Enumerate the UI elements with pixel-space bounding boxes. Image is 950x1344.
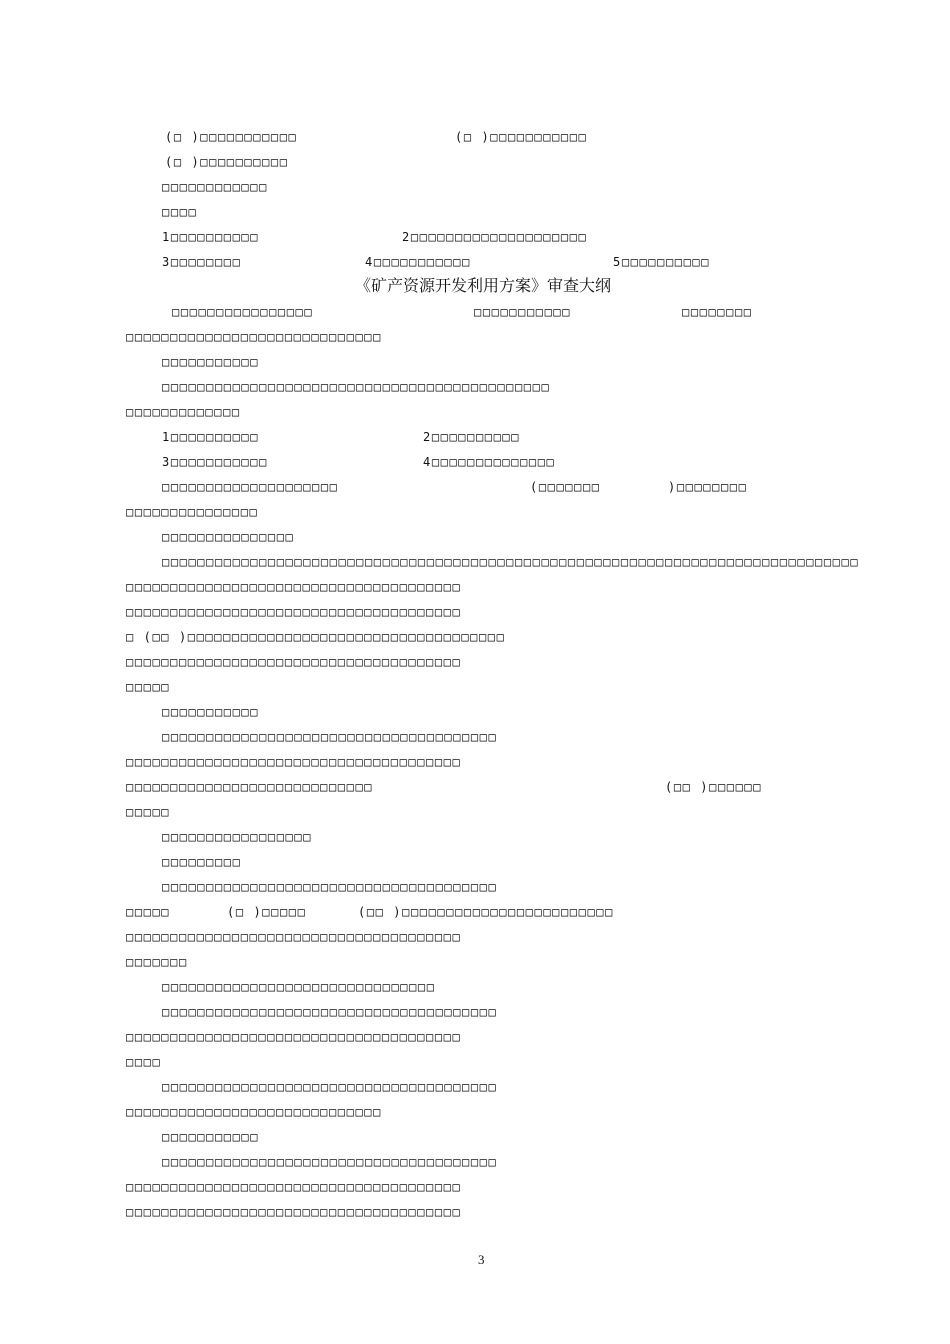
text-line: □□□□□□□□□□□□□□□□□□□□□□□□□□□□□□□□□□□□□□ [126, 605, 462, 619]
text-line: □□□□□□□□□□□□□□□□□□□□□□□□□□□□□□□□□□□□□□ [162, 880, 498, 894]
text-line: □□□□□□□□□□□□□□□□□□□□□□□□□□□□□□□ [162, 980, 436, 994]
text-line: □ (□□ )□□□□□□□□□□□□□□□□□□□□□□□□□□□□□□□□□□□□ [126, 630, 506, 644]
text-line: □□□□□□□□□□□□□□□□□□□□□□□□□□□□□□□□□□□□□□ [126, 655, 462, 669]
text-line: □□□□□□□□□□□□□□□□□□□□□□□□□□□□□□□□□□□□□□ [126, 930, 462, 944]
page-number: 3 [478, 1252, 485, 1267]
text-line: )□□□□□□□□ [668, 480, 748, 494]
text-line: □□□□□□□□□□□□□□□□□□□□□□□□□□□□□□□□□□□□□□ [162, 1155, 498, 1169]
text-line: □□□□□□□□□□□□□ [126, 405, 241, 419]
text-line: 4□□□□□□□□□□□ [365, 255, 471, 269]
text-line: □□□□□□□□□□□□□□□□□□□□□□□□□□□□□ [126, 1105, 382, 1119]
text-line: □□□□□□□ [126, 955, 188, 969]
text-line: □□□□□□□□□□□□□□□□□ [162, 830, 313, 844]
document-title: 《矿产资源开发利用方案》审查大纲 [355, 276, 612, 295]
text-line: □□□□ [126, 1055, 162, 1069]
text-line: □□□□□□□□□□□□□□□□□□□□□□□□□□□□□□□□□□□□□□□□□□□□□□□□□□□□□□□□□□□□□□□□□□□□□□□□□□□□□□□ [162, 555, 860, 569]
text-line: □□□□□□□□□□□□□□□□□□□□□□□□□□□□□□□□□□□□□□ [126, 1030, 462, 1044]
text-line: □□□□□□□□□□□□□□□□□□□□□□□□□□□□□□□□□□□□□□ [126, 580, 462, 594]
text-line: □□□□□□□□□□□□□□□□□□□□□□□□□□□□□□□□□□□□□□ [162, 730, 498, 744]
text-line: 3□□□□□□□□ [162, 255, 242, 269]
text-line: □□□□□□□□□□□□ [162, 180, 268, 194]
text-line: 3□□□□□□□□□□□ [162, 455, 268, 469]
text-line: (□ )□□□□□□□□□□□ [455, 130, 588, 144]
text-line: □□□□□□□□□□□□□□□□□□□□□□□□□□□□□ [126, 330, 382, 344]
text-line: (□□ )□□□□□□□□□□□□□□□□□□□□□□□□ [358, 905, 614, 919]
text-line: □□□□□□□□□□□ [162, 705, 260, 719]
text-line: (□ )□□□□□□□□□□□ [165, 130, 298, 144]
text-line: □□□□□ [126, 905, 171, 919]
text-line: □□□□□ [126, 680, 171, 694]
text-line: 1□□□□□□□□□□ [162, 430, 260, 444]
text-line: 2□□□□□□□□□□ [423, 430, 521, 444]
text-line: □□□□ [162, 205, 198, 219]
text-line: 5□□□□□□□□□□ [613, 255, 711, 269]
text-line: (□□□□□□□ [530, 480, 601, 494]
text-line: □□□□□□□□□□□□□□□ [162, 530, 295, 544]
text-line: □□□□□□□□□□□□□□□□□□□□□□□□□□□□□□□□□□□□□□ [126, 1205, 462, 1219]
text-line: □□□□□□□□□□□□□□□□□□□□□□□□□□□□□□□□□□□□□□ [162, 1080, 498, 1094]
text-line: □□□□□□□□ [682, 305, 753, 319]
text-line: □□□□□□□□□□□□□□□□□□□□□□□□□□□□ [126, 780, 374, 794]
text-line: 2□□□□□□□□□□□□□□□□□□□□ [402, 230, 588, 244]
text-line: □□□□□□□□□□□ [162, 355, 260, 369]
text-line: □□□□□□□□□□□ [474, 305, 572, 319]
text-line: (□□ )□□□□□□ [665, 780, 763, 794]
text-line: □□□□□ [126, 805, 171, 819]
text-line: □□□□□□□□□□□□□□□□ [172, 305, 314, 319]
text-line: □□□□□□□□□□□□□□□ [126, 505, 259, 519]
text-line: (□ )□□□□□ [227, 905, 307, 919]
text-line: □□□□□□□□□ [162, 855, 242, 869]
text-line: □□□□□□□□□□□□□□□□□□□□□□□□□□□□□□□□□□□□□□ [126, 755, 462, 769]
text-line: 4□□□□□□□□□□□□□□ [423, 455, 556, 469]
text-line: (□ )□□□□□□□□□□ [165, 155, 289, 169]
text-line: □□□□□□□□□□□□□□□□□□□□□□□□□□□□□□□□□□□□□□□□□□□□ [162, 380, 551, 394]
text-line: □□□□□□□□□□□□□□□□□□□□□□□□□□□□□□□□□□□□□□ [126, 1180, 462, 1194]
text-line: 1□□□□□□□□□□ [162, 230, 260, 244]
text-line: □□□□□□□□□□□ [162, 1130, 260, 1144]
text-line: □□□□□□□□□□□□□□□□□□□□□□□□□□□□□□□□□□□□□□ [162, 1005, 498, 1019]
text-line: □□□□□□□□□□□□□□□□□□□□ [162, 480, 339, 494]
